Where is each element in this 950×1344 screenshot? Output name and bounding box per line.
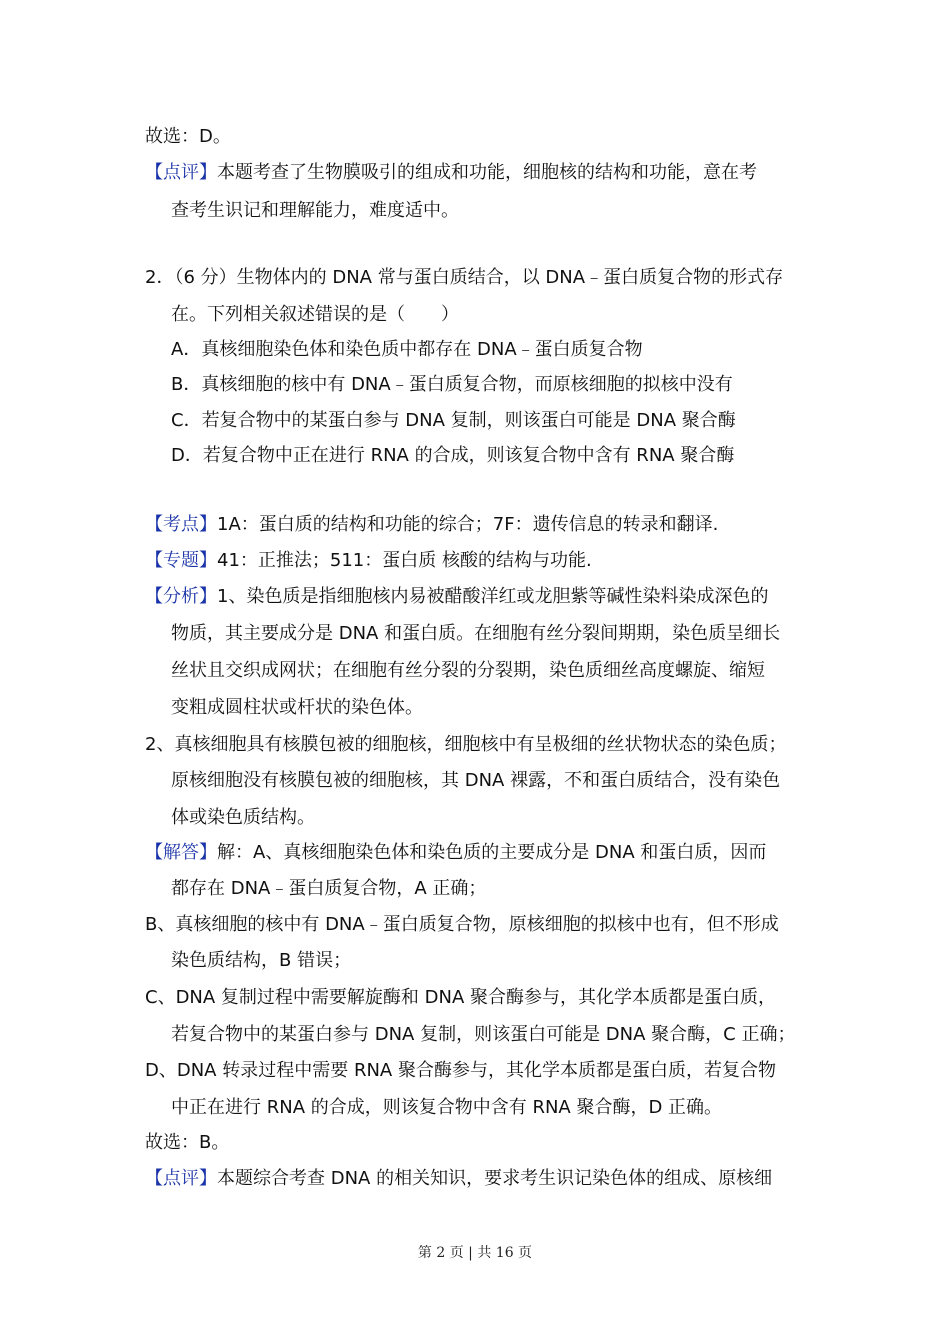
jieda-line-4: 染色质结构，B 错误； (171, 950, 352, 971)
jieda-line-6: 若复合物中的某蛋白参与 DNA 复制，则该蛋白可能是 DNA 聚合酶，C 正确； (171, 1024, 796, 1045)
option-d: D．若复合物中正在进行 RNA 的合成，则该复合物中含有 RNA 聚合酶 (171, 445, 735, 466)
page-footer: 第 2 页 | 共 16 页 (417, 1245, 533, 1261)
jieda-tag: 【解答】 (145, 842, 217, 863)
fenxi-tag: 【分析】 (145, 586, 217, 607)
kaodian-section (145, 512, 718, 538)
fenxi-text: 1、染色质是指细胞核内易被醋酸洋红或龙胆紫等碱性染料染成深色的 (217, 586, 769, 607)
review-text-2: 本题综合考查 DNA 的相关知识，要求考生识记染色体的组成、原核细 (217, 1168, 773, 1189)
jieda-line-3: B、真核细胞的核中有 DNA﹣蛋白质复合物，原核细胞的拟核中也有，但不形成 (145, 914, 779, 935)
zhuanti-section (145, 548, 592, 574)
kaodian-text: 1A：蛋白质的结构和功能的综合；7F：遗传信息的转录和翻译. (217, 514, 719, 535)
answer-choice-1: 故选：D。 (145, 126, 231, 147)
review-paragraph-1 (145, 160, 757, 186)
option-c: C．若复合物中的某蛋白参与 DNA 复制，则该蛋白可能是 DNA 聚合酶 (171, 410, 736, 431)
fenxi-line-4: 变粗成圆柱状或杆状的染色体。 (171, 697, 423, 718)
review-tag: 【点评】 (145, 162, 217, 183)
fenxi-line-3: 丝状且交织成网状；在细胞有丝分裂的分裂期，染色质细丝高度螺旋、缩短 (171, 660, 765, 681)
answer-choice-2: 故选：B。 (145, 1132, 230, 1153)
fenxi-line-5: 2、真核细胞具有核膜包被的细胞核，细胞核中有呈极细的丝状物状态的染色质； (145, 734, 787, 755)
jieda-line-5: C、DNA 复制过程中需要解旋酶和 DNA 聚合酶参与，其化学本质都是蛋白质， (145, 987, 777, 1008)
fenxi-line-7: 体或染色质结构。 (171, 807, 315, 828)
review-text: 本题考查了生物膜吸引的组成和功能，细胞核的结构和功能，意在考 (217, 162, 757, 183)
option-a: A．真核细胞染色体和染色质中都存在 DNA﹣蛋白质复合物 (171, 339, 643, 360)
review-line-2: 查考生识记和理解能力，难度适中。 (171, 200, 459, 221)
fenxi-section (145, 584, 768, 610)
jieda-line-8: 中正在进行 RNA 的合成，则该复合物中含有 RNA 聚合酶，D 正确。 (171, 1097, 723, 1118)
zhuanti-text: 41：正推法；511：蛋白质 核酸的结构与功能. (217, 550, 592, 571)
review-tag-2: 【点评】 (145, 1168, 217, 1189)
question-stem-cont: 在。下列相关叙述错误的是（ ） (171, 304, 459, 325)
review-paragraph-2 (145, 1166, 772, 1192)
fenxi-line-6: 原核细胞没有核膜包被的细胞核，其 DNA 裸露，不和蛋白质结合，没有染色 (171, 770, 781, 791)
fenxi-line-2: 物质，其主要成分是 DNA 和蛋白质。在细胞有丝分裂间期期，染色质呈细长 (171, 623, 781, 644)
jieda-text: 解：A、真核细胞染色体和染色质的主要成分是 DNA 和蛋白质，因而 (217, 842, 767, 863)
zhuanti-tag: 【专题】 (145, 550, 217, 571)
option-b: B．真核细胞的核中有 DNA﹣蛋白质复合物，而原核细胞的拟核中没有 (171, 374, 733, 395)
jieda-section (145, 840, 766, 866)
jieda-line-2: 都存在 DNA﹣蛋白质复合物，A 正确； (171, 878, 487, 899)
kaodian-tag: 【考点】 (145, 514, 217, 535)
jieda-line-7: D、DNA 转录过程中需要 RNA 聚合酶参与，其化学本质都是蛋白质，若复合物 (145, 1060, 776, 1081)
question-stem: 2．（6 分）生物体内的 DNA 常与蛋白质结合，以 DNA﹣蛋白质复合物的形式存 (145, 267, 784, 288)
